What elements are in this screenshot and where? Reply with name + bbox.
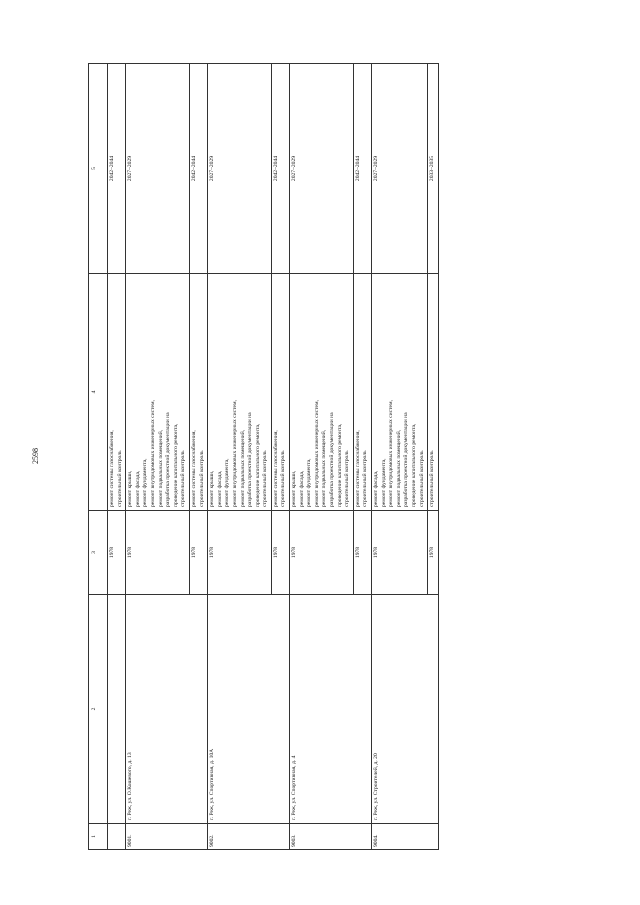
cell-period: 2027–2029 — [372, 64, 428, 274]
cell-period: 2042–2044 — [189, 64, 207, 274]
cell-works — [372, 274, 428, 511]
cell-row-number: 9002. — [208, 824, 290, 850]
work-line: ремонт фундамента, — [224, 458, 231, 507]
cell-year: 1978 — [290, 511, 354, 595]
cell-period: 2042–2044 — [271, 64, 289, 274]
cell-year: 1978 — [189, 511, 207, 595]
cell-period: 2027–2029 — [126, 64, 190, 274]
work-line: разработка проектной документации на — [247, 412, 254, 507]
table-row — [126, 64, 190, 850]
work-line: строительный контроль — [429, 450, 436, 507]
work-line: ремонт крыши, — [127, 470, 134, 507]
cell-works — [189, 274, 207, 511]
work-line: ремонт фундамента, — [380, 458, 387, 507]
cell-empty — [108, 595, 126, 824]
work-line: ремонт внутридомовых инженерных систем, — [388, 400, 395, 507]
cell-works — [353, 274, 371, 511]
cell-period: 2042–2044 — [108, 64, 126, 274]
work-line: ремонт фасада, — [134, 470, 141, 507]
cell-works — [271, 274, 289, 511]
column-number-row — [89, 64, 108, 850]
cell-period: 2027–2029 — [290, 64, 354, 274]
work-line: ремонт крыши, — [291, 470, 298, 507]
table-row — [208, 64, 272, 850]
continuation-row — [108, 64, 126, 850]
work-line: проведение капитального ремонта, — [410, 423, 417, 507]
column-number: 5 — [89, 64, 108, 274]
work-line: строительный контроль — [362, 450, 369, 507]
work-line: ремонт системы газоснабжения, — [354, 430, 361, 507]
cell-year: 1978 — [126, 511, 190, 595]
work-line: ремонт фасада, — [298, 470, 305, 507]
work-line: строительный контроль — [262, 450, 269, 507]
work-line: разработка проектной документации на — [165, 412, 172, 507]
cell-year: 1978 — [428, 511, 439, 595]
work-line: строительный контроль — [198, 450, 205, 507]
cell-works — [290, 274, 354, 511]
work-line: ремонт фундамента, — [306, 458, 313, 507]
work-line: разработка проектной документации на — [329, 412, 336, 507]
cell-period: 2027–2029 — [208, 64, 272, 274]
cell-year: 1978 — [108, 511, 126, 595]
cell-address: г. Реж, ул. Спортивная, д. 10А — [208, 595, 290, 824]
work-line: ремонт системы газоснабжения, — [190, 430, 197, 507]
work-line: ремонт внутридомовых инженерных систем, — [313, 400, 320, 507]
column-number: 3 — [89, 511, 108, 595]
work-line: проведение капитального ремонта, — [172, 423, 179, 507]
table-row — [372, 64, 428, 850]
work-line: ремонт подвальных помещений, — [321, 429, 328, 507]
work-line: ремонт фасада, — [216, 470, 223, 507]
capital-repair-table — [88, 63, 439, 850]
work-line: ремонт внутридомовых инженерных систем, — [231, 400, 238, 507]
column-number: 2 — [89, 595, 108, 824]
cell-works — [208, 274, 272, 511]
work-line: проведение капитального ремонта, — [254, 423, 261, 507]
work-line: строительный контроль — [116, 450, 123, 507]
work-line: ремонт системы газоснабжения, — [109, 430, 115, 507]
column-number: 1 — [89, 824, 108, 850]
cell-period: 2033–2035 — [428, 64, 439, 274]
cell-works — [108, 274, 126, 511]
work-line: ремонт крыши, — [209, 470, 216, 507]
work-line: ремонт фасада, — [373, 470, 379, 507]
table-row — [290, 64, 354, 850]
cell-year: 1978 — [372, 511, 428, 595]
work-line: строительный контроль — [280, 450, 287, 507]
cell-address: г. Реж, ул. О.Кошевого, д. 13 — [126, 595, 208, 824]
cell-address: г. Реж, ул. Спортивная, д. 4 — [290, 595, 372, 824]
work-line: ремонт внутридомовых инженерных систем, — [149, 400, 156, 507]
work-line: проведение капитального ремонта, — [336, 423, 343, 507]
work-line: строительный контроль — [344, 450, 351, 507]
work-line: ремонт фундамента, — [142, 458, 149, 507]
work-line: строительный контроль — [418, 450, 425, 507]
rotated-table-container — [88, 64, 620, 850]
cell-row-number: 9004. — [372, 824, 439, 850]
work-line: ремонт системы газоснабжения, — [272, 430, 279, 507]
cell-works — [126, 274, 190, 511]
cell-year: 1978 — [208, 511, 272, 595]
work-line: строительный контроль — [180, 450, 187, 507]
cell-year: 1978 — [271, 511, 289, 595]
work-line: ремонт подвальных помещений, — [157, 429, 164, 507]
work-line: разработка проектной документации на — [403, 412, 410, 507]
cell-year: 1978 — [353, 511, 371, 595]
cell-address: г. Реж, ул. Строителей, д. 20 — [372, 595, 439, 824]
cell-empty — [108, 824, 126, 850]
cell-row-number: 9003. — [290, 824, 372, 850]
work-line: ремонт подвальных помещений, — [395, 429, 402, 507]
cell-period: 2042–2044 — [353, 64, 371, 274]
cell-row-number: 9001. — [126, 824, 208, 850]
work-line: ремонт подвальных помещений, — [239, 429, 246, 507]
cell-works — [428, 274, 439, 511]
page-number: 2598 — [31, 448, 40, 464]
column-number: 4 — [89, 274, 108, 511]
